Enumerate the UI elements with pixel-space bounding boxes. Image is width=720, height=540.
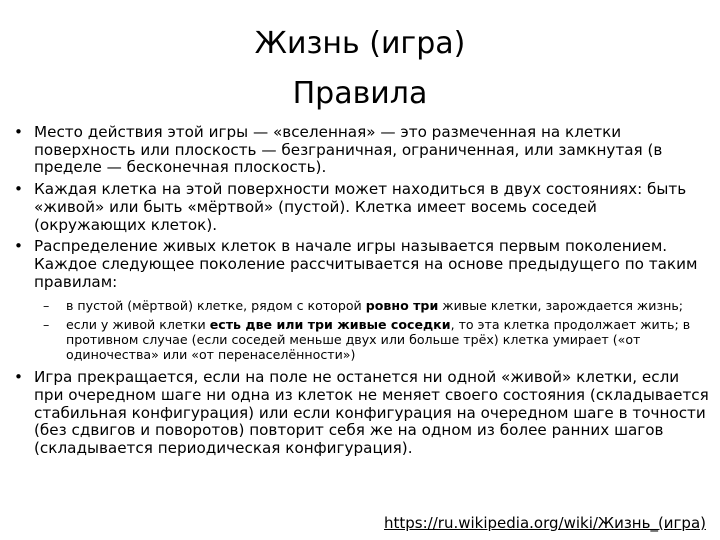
- bullet-text: Место действия этой игры — «вселенная» — это размеченная на клетки поверхность или плоскость — безграничная, ограниченная, или замкнутая (в пределе — бесконечная плоскость).: [34, 123, 663, 177]
- bullet-marker: •: [14, 368, 23, 387]
- rules-list: [10, 298, 710, 362]
- dash-marker: –: [43, 316, 50, 332]
- bullet-marker: •: [14, 180, 23, 199]
- slide-content: [10, 124, 710, 462]
- dash-marker: –: [43, 298, 50, 314]
- rule-text-before: в пустой (мёртвой) клетке, рядом с которой: [66, 298, 366, 314]
- rule-item-birth: [10, 298, 710, 313]
- slide-subtitle: Правила: [292, 76, 428, 111]
- rule-text-after: живые клетки, зарождается жизнь;: [438, 298, 684, 314]
- bullet-item-generations: [10, 238, 710, 291]
- rule-text-bold: есть две или три живые соседки: [209, 316, 451, 332]
- rule-text-before: если у живой клетки: [66, 316, 210, 332]
- bullet-item-cell-states: [10, 181, 710, 234]
- bullet-text: Распределение живых клеток в начале игры называется первым поколением. Каждое следующее поколение рассчитывается на основе предыдущего по таким правилам:: [34, 237, 698, 291]
- source-link[interactable]: https://ru.wikipedia.org/wiki/Жизнь_(игра): [384, 514, 706, 532]
- bullet-marker: •: [14, 123, 23, 141]
- bullet-marker: •: [14, 237, 23, 256]
- bullet-text: Каждая клетка на этой поверхности может находиться в двух состояниях: быть «живой» или быть «мёртвой» (пустой). Клетка имеет восемь соседей (окружающих клеток).: [34, 180, 687, 234]
- rule-text-after: , то эта клетка продолжает жить; в противном случае (если соседей меньше двух или больше трёх) клетка умирает («от одиночества» или «от перенаселённости»): [66, 316, 691, 362]
- rule-item-survival: [10, 317, 710, 363]
- bullet-item-game-end: [10, 369, 710, 458]
- rule-text-bold: ровно три: [365, 298, 439, 314]
- slide-title: Жизнь (игра): [254, 26, 466, 61]
- bullet-text: Игра прекращается, если на поле не останется ни одной «живой» клетки, если при очередном шаге ни одна из клеток не меняет своего состояния (складывается стабильная конфигурация) или если конфигурация на очередном шаге в точности (без сдвигов и поворотов) повторит себя же на одном из более ранних шагов (складывается периодическая конфигурация).: [34, 368, 709, 457]
- bullet-item-universe: [10, 124, 710, 177]
